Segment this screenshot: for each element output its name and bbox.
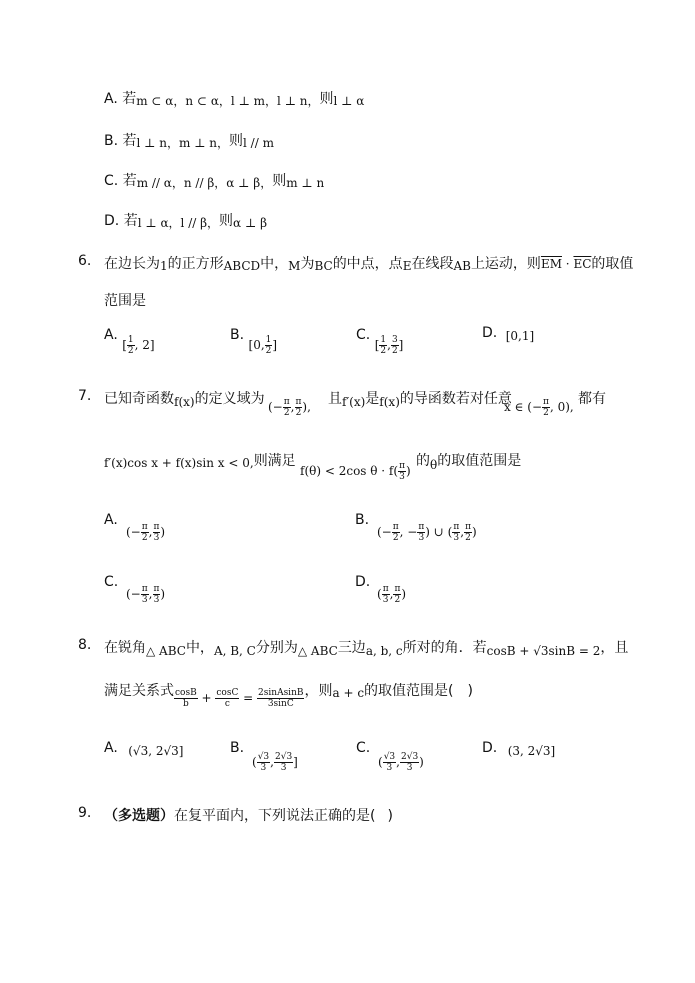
bracket: (− (268, 400, 283, 414)
numerator: √3 (257, 752, 270, 762)
stem-math: △ ABC (146, 644, 186, 658)
numerator: π (392, 522, 399, 532)
stem-text: 在边长为 (104, 256, 160, 272)
q6-option-b (230, 325, 278, 356)
numerator: 2sinAsinB (258, 688, 304, 698)
comma: , (387, 338, 391, 352)
option-label: C. (104, 574, 119, 590)
numerator: cosB (175, 688, 197, 698)
numerator: 1 (127, 335, 134, 345)
bracket: (− (126, 587, 141, 601)
bracket: x ∈ (− (504, 400, 543, 414)
q5-option-a (104, 88, 364, 108)
stem-math: a + c (332, 686, 365, 700)
numerator: π (465, 522, 471, 532)
stem-text: ，且 (600, 640, 629, 656)
option-math (252, 752, 298, 773)
denominator: 2 (465, 533, 471, 543)
numerator: π (382, 584, 389, 594)
bracket: [ (122, 338, 127, 352)
q7-option-d (355, 574, 407, 605)
stem-text: 且 (328, 391, 342, 407)
denominator: 3 (153, 533, 160, 543)
stem-text: 在锐角 (104, 640, 146, 656)
q8-option-d (482, 740, 555, 756)
q9-number: 9. (78, 805, 92, 821)
option-math (126, 522, 165, 543)
fraction (257, 688, 304, 709)
comma: , (148, 525, 153, 539)
q8-stem (104, 637, 628, 657)
option-math: l ⊥ α，l // β， (137, 216, 220, 230)
stem-text: ) (467, 683, 473, 699)
numerator: π (141, 522, 148, 532)
numerator: 3 (391, 335, 398, 345)
stem-text: 的中点，点 (332, 256, 403, 272)
option-math: (√3, 2√3] (128, 744, 184, 758)
denominator: 2 (127, 346, 134, 356)
stem-text: 的正方形 (167, 256, 224, 272)
numerator: π (141, 584, 148, 594)
bracket: ( (377, 587, 382, 601)
option-math (377, 584, 406, 605)
q7-option-c (104, 574, 166, 605)
option-math (126, 584, 165, 605)
union: ) ∪ ( (425, 525, 453, 539)
bracket: ( (252, 755, 257, 769)
q8-option-b (230, 740, 298, 773)
option-label: A. (104, 327, 118, 343)
bracket: , 0), (549, 400, 574, 414)
q7-stem-end: 都有 (578, 391, 606, 407)
fraction (257, 752, 270, 773)
q5-option-b (104, 130, 274, 150)
option-text: 则 (229, 133, 244, 149)
q7-stem-line2-end (416, 450, 521, 470)
dot-operator: · (561, 257, 574, 271)
q5-option-c (104, 170, 324, 190)
stem-math: ABCD (223, 259, 261, 273)
q7-domain (268, 397, 311, 418)
q6-option-c (356, 325, 404, 356)
q7-option-b (355, 512, 477, 543)
numerator: 2√3 (274, 752, 293, 762)
denominator: 3 (280, 763, 287, 773)
fraction (127, 335, 135, 356)
denominator: 3sinC (267, 699, 294, 709)
option-math (374, 335, 404, 356)
fraction (398, 461, 406, 482)
denominator: 2 (394, 595, 401, 605)
option-text: 若 (122, 91, 137, 107)
stem-math: θ (430, 458, 438, 472)
denominator: 3 (453, 533, 460, 543)
stem-text: 的定义域为 (194, 391, 265, 407)
denominator: 2 (265, 346, 272, 356)
denominator: 2 (392, 533, 399, 543)
stem-math: AB (453, 259, 471, 273)
numerator: π (399, 461, 405, 471)
vector-em: $\overline{EM}$ (540, 257, 562, 271)
option-label: D. (482, 740, 498, 756)
stem-text: 的导函数若对任意 (399, 391, 512, 407)
q6-stem (104, 253, 633, 273)
numerator: π (153, 522, 160, 532)
relation-formula (174, 688, 304, 709)
denominator: 2 (141, 533, 148, 543)
bracket: [ (374, 338, 380, 352)
q8-number: 8. (78, 637, 92, 653)
fraction (283, 397, 291, 418)
comma: , (148, 587, 153, 601)
bracket: ) (405, 464, 411, 478)
stem-text: 上运动，则 (470, 256, 541, 272)
stem-text: 满足关系式 (104, 683, 174, 699)
denominator: 3 (260, 763, 267, 773)
option-label: D. (482, 325, 498, 341)
option-text: 若 (122, 133, 137, 149)
stem-math: f(x) (174, 395, 195, 409)
option-label: A. (104, 512, 118, 528)
stem-text: 的取值 (591, 256, 634, 272)
stem-text: 分别为 (255, 640, 298, 656)
q6-stem-line2: 范围是 (104, 293, 146, 309)
q7-condition (300, 461, 411, 482)
q8-stem-line2 (104, 680, 473, 709)
fraction (274, 752, 293, 773)
option-label: B. (104, 133, 119, 149)
option-math (248, 335, 278, 356)
fraction (382, 584, 390, 605)
bracket: ] (293, 755, 298, 769)
stem-text: 的取值范围是 (437, 453, 522, 469)
option-label: B. (230, 327, 245, 343)
option-math: l // m (243, 136, 274, 150)
denominator: 2 (380, 346, 387, 356)
option-label: C. (356, 740, 371, 756)
denominator: 2 (543, 408, 549, 418)
option-label: C. (104, 173, 119, 189)
numerator: 2√3 (400, 752, 419, 762)
denominator: c (224, 699, 230, 709)
numerator: √3 (383, 752, 396, 762)
numerator: π (295, 397, 302, 407)
comma: , (290, 400, 295, 414)
numerator: 1 (265, 335, 272, 345)
q5-option-d (104, 210, 267, 230)
denominator: 2 (283, 408, 290, 418)
stem-text: 在线段 (411, 256, 454, 272)
option-math: l ⊥ n，m ⊥ n， (136, 136, 230, 150)
denominator: 3 (406, 763, 413, 773)
stem-math: A, B, C (213, 644, 256, 658)
stem-text: 的 (416, 453, 430, 469)
numerator: π (394, 584, 401, 594)
stem-math: f(x) (379, 395, 400, 409)
denominator: 3 (382, 595, 389, 605)
q7-stem-cont (328, 388, 512, 408)
numerator: π (453, 522, 460, 532)
option-math: m // α，n // β，α ⊥ β， (136, 176, 273, 190)
comma: , (270, 755, 274, 769)
comma: , (460, 525, 465, 539)
fraction (141, 584, 149, 605)
option-label: C. (356, 327, 371, 343)
stem-math: E (402, 259, 412, 273)
fraction (383, 752, 396, 773)
fraction (391, 335, 399, 356)
fraction (400, 752, 419, 773)
option-text: 则 (272, 173, 287, 189)
denominator: 2 (391, 346, 398, 356)
fraction (542, 397, 550, 418)
denominator: 3 (153, 595, 160, 605)
stem-text: 为 (300, 256, 315, 272)
option-label: B. (355, 512, 370, 528)
q6-option-d (482, 325, 534, 341)
stem-math: a, b, c (365, 644, 403, 658)
stem-text: 在复平面内，下列说法正确的是( (174, 808, 376, 824)
option-math (378, 752, 424, 773)
stem-text: 的取值范围是( (364, 683, 454, 699)
option-text: 若 (122, 173, 137, 189)
numerator: π (418, 522, 425, 532)
option-math (122, 335, 155, 356)
condition-text: f(θ) < 2cos θ · f( (300, 464, 399, 478)
bracket: ] (272, 338, 278, 352)
multi-select-tag: （多选题） (104, 808, 174, 824)
plus: + (197, 691, 216, 705)
numerator: 1 (380, 335, 387, 345)
option-label: D. (355, 574, 371, 590)
numerator: π (543, 397, 549, 407)
fraction (464, 522, 472, 543)
option-math: l ⊥ α (333, 94, 365, 108)
bracket: (− (377, 525, 392, 539)
q7-number: 7. (78, 388, 92, 404)
denominator: 2 (295, 408, 302, 418)
fraction (379, 335, 387, 356)
stem-text: ，则 (304, 683, 333, 699)
fraction (392, 522, 400, 543)
stem-text: ) (387, 808, 393, 824)
numerator: cosC (216, 688, 239, 698)
option-math: m ⊂ α，n ⊂ α，l ⊥ m，l ⊥ n， (136, 94, 320, 108)
option-math: α ⊥ β (233, 216, 268, 230)
option-math: [0,1] (505, 329, 535, 343)
denominator: 3 (418, 533, 425, 543)
denominator: 3 (386, 763, 393, 773)
stem-text: 中， (185, 640, 214, 656)
stem-math: f′(x) (342, 395, 366, 409)
q7-stem (104, 388, 265, 408)
bracket: (− (126, 525, 141, 539)
stem-text: 所对的角．若 (402, 640, 487, 656)
fraction (174, 688, 198, 709)
bracket: ( (378, 755, 383, 769)
denominator: 3 (399, 472, 405, 482)
bracket: ) (472, 525, 477, 539)
bracket: ] (398, 338, 404, 352)
stem-math: △ ABC (297, 644, 338, 658)
option-text: 则 (219, 213, 234, 229)
fraction (141, 522, 149, 543)
q9-stem (104, 805, 393, 825)
stem-math: cosB + √3sinB = 2 (486, 644, 601, 658)
stem-text: 已知奇函数 (104, 391, 174, 407)
bracket: ) (419, 755, 424, 769)
q7-option-a (104, 512, 166, 543)
vector-ec: $\overline{EC}$ (573, 257, 592, 271)
denominator: 3 (141, 595, 148, 605)
stem-math: M (288, 259, 301, 273)
stem-math: BC (314, 259, 333, 273)
option-math: (3, 2√3] (507, 744, 556, 758)
option-math: m ⊥ n (286, 176, 325, 190)
denominator: b (182, 699, 189, 709)
option-text: 若 (123, 213, 138, 229)
comma: , (396, 755, 400, 769)
q6-option-a (104, 325, 155, 356)
comma: , − (399, 525, 418, 539)
q8-option-c (356, 740, 424, 773)
equals: = (239, 691, 258, 705)
bracket: ), (302, 400, 311, 414)
bracket: [0, (248, 338, 265, 352)
option-math (377, 522, 477, 543)
stem-text: 中， (260, 256, 289, 272)
numerator: π (283, 397, 290, 407)
q6-number: 6. (78, 253, 92, 269)
option-label: B. (230, 740, 245, 756)
stem-math: f′(x)cos x + f(x)sin x < 0, (104, 456, 254, 470)
bracket: , 2] (134, 338, 155, 352)
option-label: D. (104, 213, 120, 229)
stem-text: 三边 (337, 640, 366, 656)
bracket: ) (160, 525, 166, 539)
fraction (215, 688, 239, 709)
bracket: ) (401, 587, 407, 601)
q8-option-a (104, 740, 183, 756)
stem-text: 则满足 (253, 453, 296, 469)
stem-math: 1 (160, 259, 168, 273)
q7-stem-line2 (104, 450, 296, 470)
option-label: A. (104, 740, 118, 756)
q7-x-interval (504, 397, 574, 418)
stem-text: 是 (365, 391, 380, 407)
numerator: π (153, 584, 160, 594)
comma: , (389, 587, 394, 601)
option-label: A. (104, 91, 118, 107)
bracket: ) (160, 587, 166, 601)
option-text: 则 (319, 91, 334, 107)
